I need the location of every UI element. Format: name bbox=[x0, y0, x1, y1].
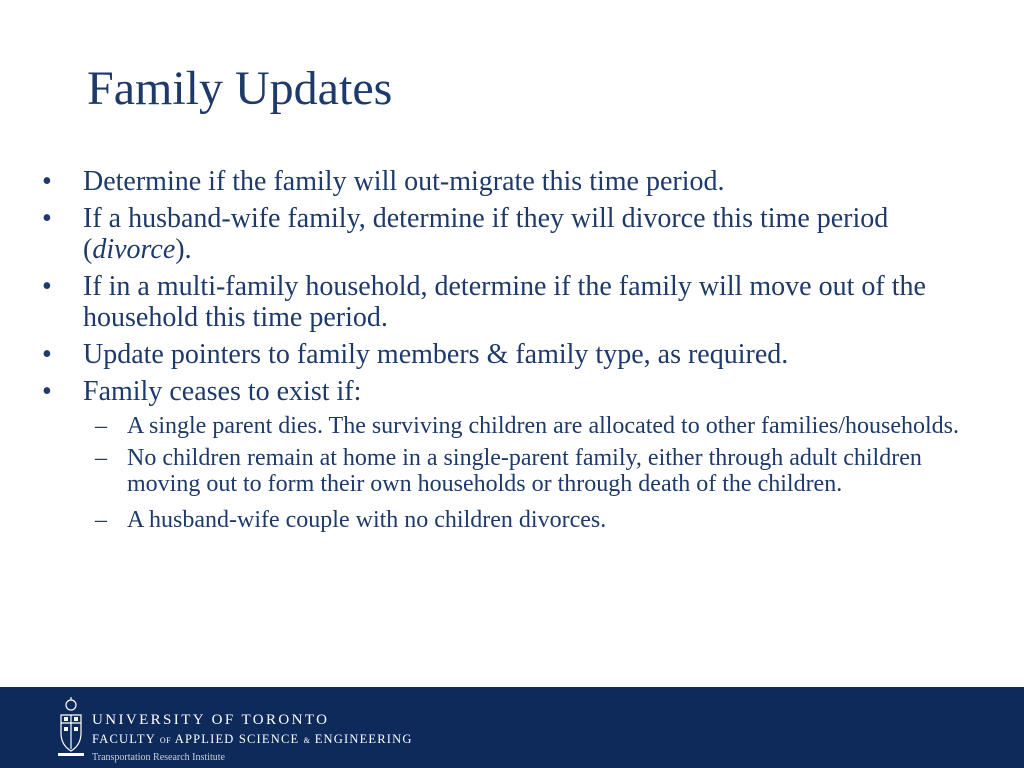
bullet-text: Determine if the family will out-migrate this time period. bbox=[83, 166, 725, 197]
sub-bullet-list bbox=[0, 413, 1024, 533]
sub-bullet-item bbox=[0, 413, 1024, 439]
bullet-text: If in a multi-family household, determine if the family will move out of the household this time period. bbox=[83, 271, 926, 333]
sub-bullet-text: No children remain at home in a single-parent family, either through adult children moving out to form their own households or through death of the children. bbox=[127, 445, 922, 497]
bullet-icon: • bbox=[42, 376, 52, 407]
sub-bullet-item bbox=[0, 445, 1024, 497]
institute-name: Transportation Research Institute bbox=[92, 752, 225, 763]
bullet-icon: • bbox=[42, 203, 52, 234]
sub-bullet-text: A single parent dies. The surviving children are allocated to other families/households. bbox=[127, 413, 960, 439]
crest-icon bbox=[56, 693, 86, 761]
faculty-name: FACULTY OF APPLIED SCIENCE & ENGINEERING bbox=[92, 732, 413, 746]
dash-icon: – bbox=[95, 445, 107, 471]
bullet-item bbox=[0, 271, 1024, 333]
dash-icon: – bbox=[95, 413, 107, 439]
bullet-text-end: ). bbox=[175, 234, 192, 265]
bullet-item bbox=[0, 376, 1024, 407]
university-name: UNIVERSITY OF TORONTO bbox=[92, 712, 330, 728]
bullet-item bbox=[0, 166, 1024, 197]
footer-bar bbox=[0, 687, 1024, 768]
bullet-text: If a husband-wife family, determine if they will divorce this time period ( bbox=[83, 203, 889, 265]
sub-bullet-text: A husband-wife couple with no children divorces. bbox=[127, 507, 607, 533]
sub-bullet-item bbox=[0, 507, 1024, 533]
university-logo-text bbox=[92, 711, 413, 764]
bullet-emphasis: divorce bbox=[92, 234, 176, 265]
bullet-item bbox=[0, 203, 1024, 265]
bullet-text: Family ceases to exist if: bbox=[83, 376, 362, 407]
bullet-icon: • bbox=[42, 339, 52, 370]
bullet-icon: • bbox=[42, 166, 52, 197]
bullet-text: Update pointers to family members & family type, as required. bbox=[83, 339, 789, 370]
dash-icon: – bbox=[95, 507, 107, 533]
bullet-item bbox=[0, 339, 1024, 370]
bullet-list bbox=[0, 166, 1024, 539]
bullet-icon: • bbox=[42, 271, 52, 302]
slide-title: Family Updates bbox=[87, 62, 393, 115]
